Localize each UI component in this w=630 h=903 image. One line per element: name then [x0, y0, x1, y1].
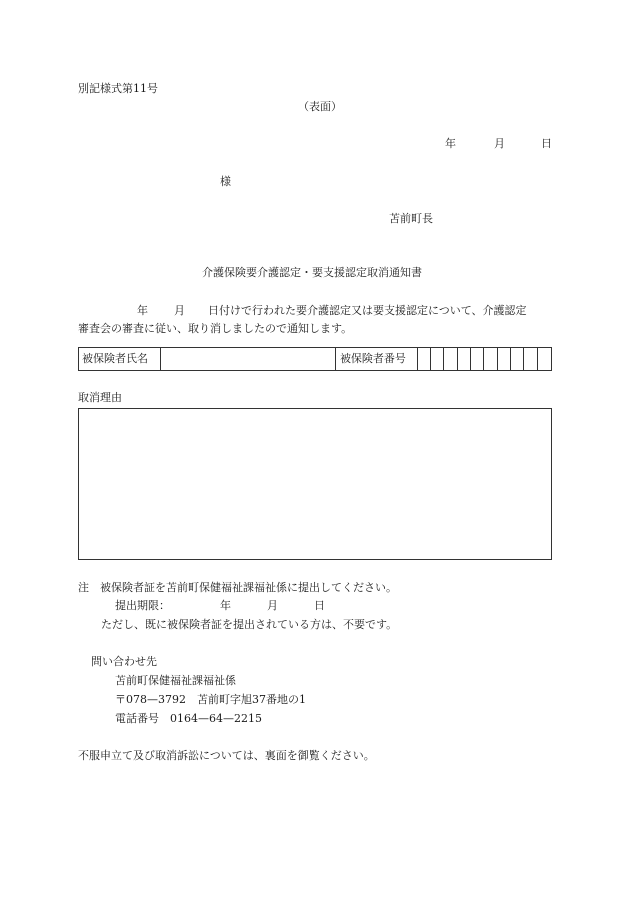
deadline-day-label: 日	[314, 599, 325, 612]
date-month-label: 月	[494, 137, 505, 150]
body-line2: 審査会の審査に従い、取り消しましたので通知します。	[78, 322, 353, 335]
deadline-month-label: 月	[267, 599, 278, 612]
note-line3: ただし、既に被保険者証を提出されている方は、不要です。	[101, 618, 398, 631]
insured-number-digit[interactable]	[538, 348, 551, 370]
contact-heading: 問い合わせ先	[91, 655, 157, 668]
footer-note: 不服申立て及び取消訴訟については、裏面を御覧ください。	[78, 749, 375, 762]
body-line1-text: 日付けで行われた要介護認定又は要支援認定について、介護認定	[208, 304, 527, 317]
body-year-label: 年	[137, 304, 148, 317]
note-line1: 注 被保険者証を苫前町保健福祉課福祉係に提出してください。	[78, 581, 397, 594]
insured-number-digit[interactable]	[418, 348, 431, 370]
insured-number-digit[interactable]	[444, 348, 457, 370]
deadline-label: 提出期限：	[115, 599, 170, 612]
contact-dept: 苫前町保健福祉課福祉係	[115, 674, 236, 687]
insured-number-digit[interactable]	[498, 348, 511, 370]
side-indicator: （表面）	[298, 100, 342, 113]
insured-info-table	[78, 347, 552, 371]
insured-number-digit[interactable]	[524, 348, 537, 370]
body-month-label: 月	[174, 304, 185, 317]
contact-phone: 電話番号 0164—64—2215	[115, 712, 262, 725]
contact-address: 〒078—3792 苫前町字旭37番地の1	[115, 693, 306, 706]
document-title: 介護保険要介護認定・要支援認定取消通知書	[202, 266, 422, 279]
insured-number-digit[interactable]	[511, 348, 524, 370]
insured-number-label: 被保険者番号	[336, 348, 418, 370]
reason-label: 取消理由	[78, 391, 122, 404]
insured-name-label: 被保険者氏名	[79, 348, 161, 370]
date-year-label: 年	[445, 137, 456, 150]
recipient-honorific: 様	[220, 175, 231, 188]
issuer-name: 苫前町長	[389, 212, 433, 225]
date-day-label: 日	[541, 137, 552, 150]
insured-number-digit[interactable]	[471, 348, 484, 370]
reason-box[interactable]	[78, 408, 552, 560]
insured-number-digit[interactable]	[431, 348, 444, 370]
form-number: 別記様式第11号	[78, 82, 158, 95]
insured-name-field[interactable]	[161, 348, 336, 370]
insured-number-digit[interactable]	[484, 348, 497, 370]
deadline-year-label: 年	[220, 599, 231, 612]
insured-number-digit[interactable]	[458, 348, 471, 370]
